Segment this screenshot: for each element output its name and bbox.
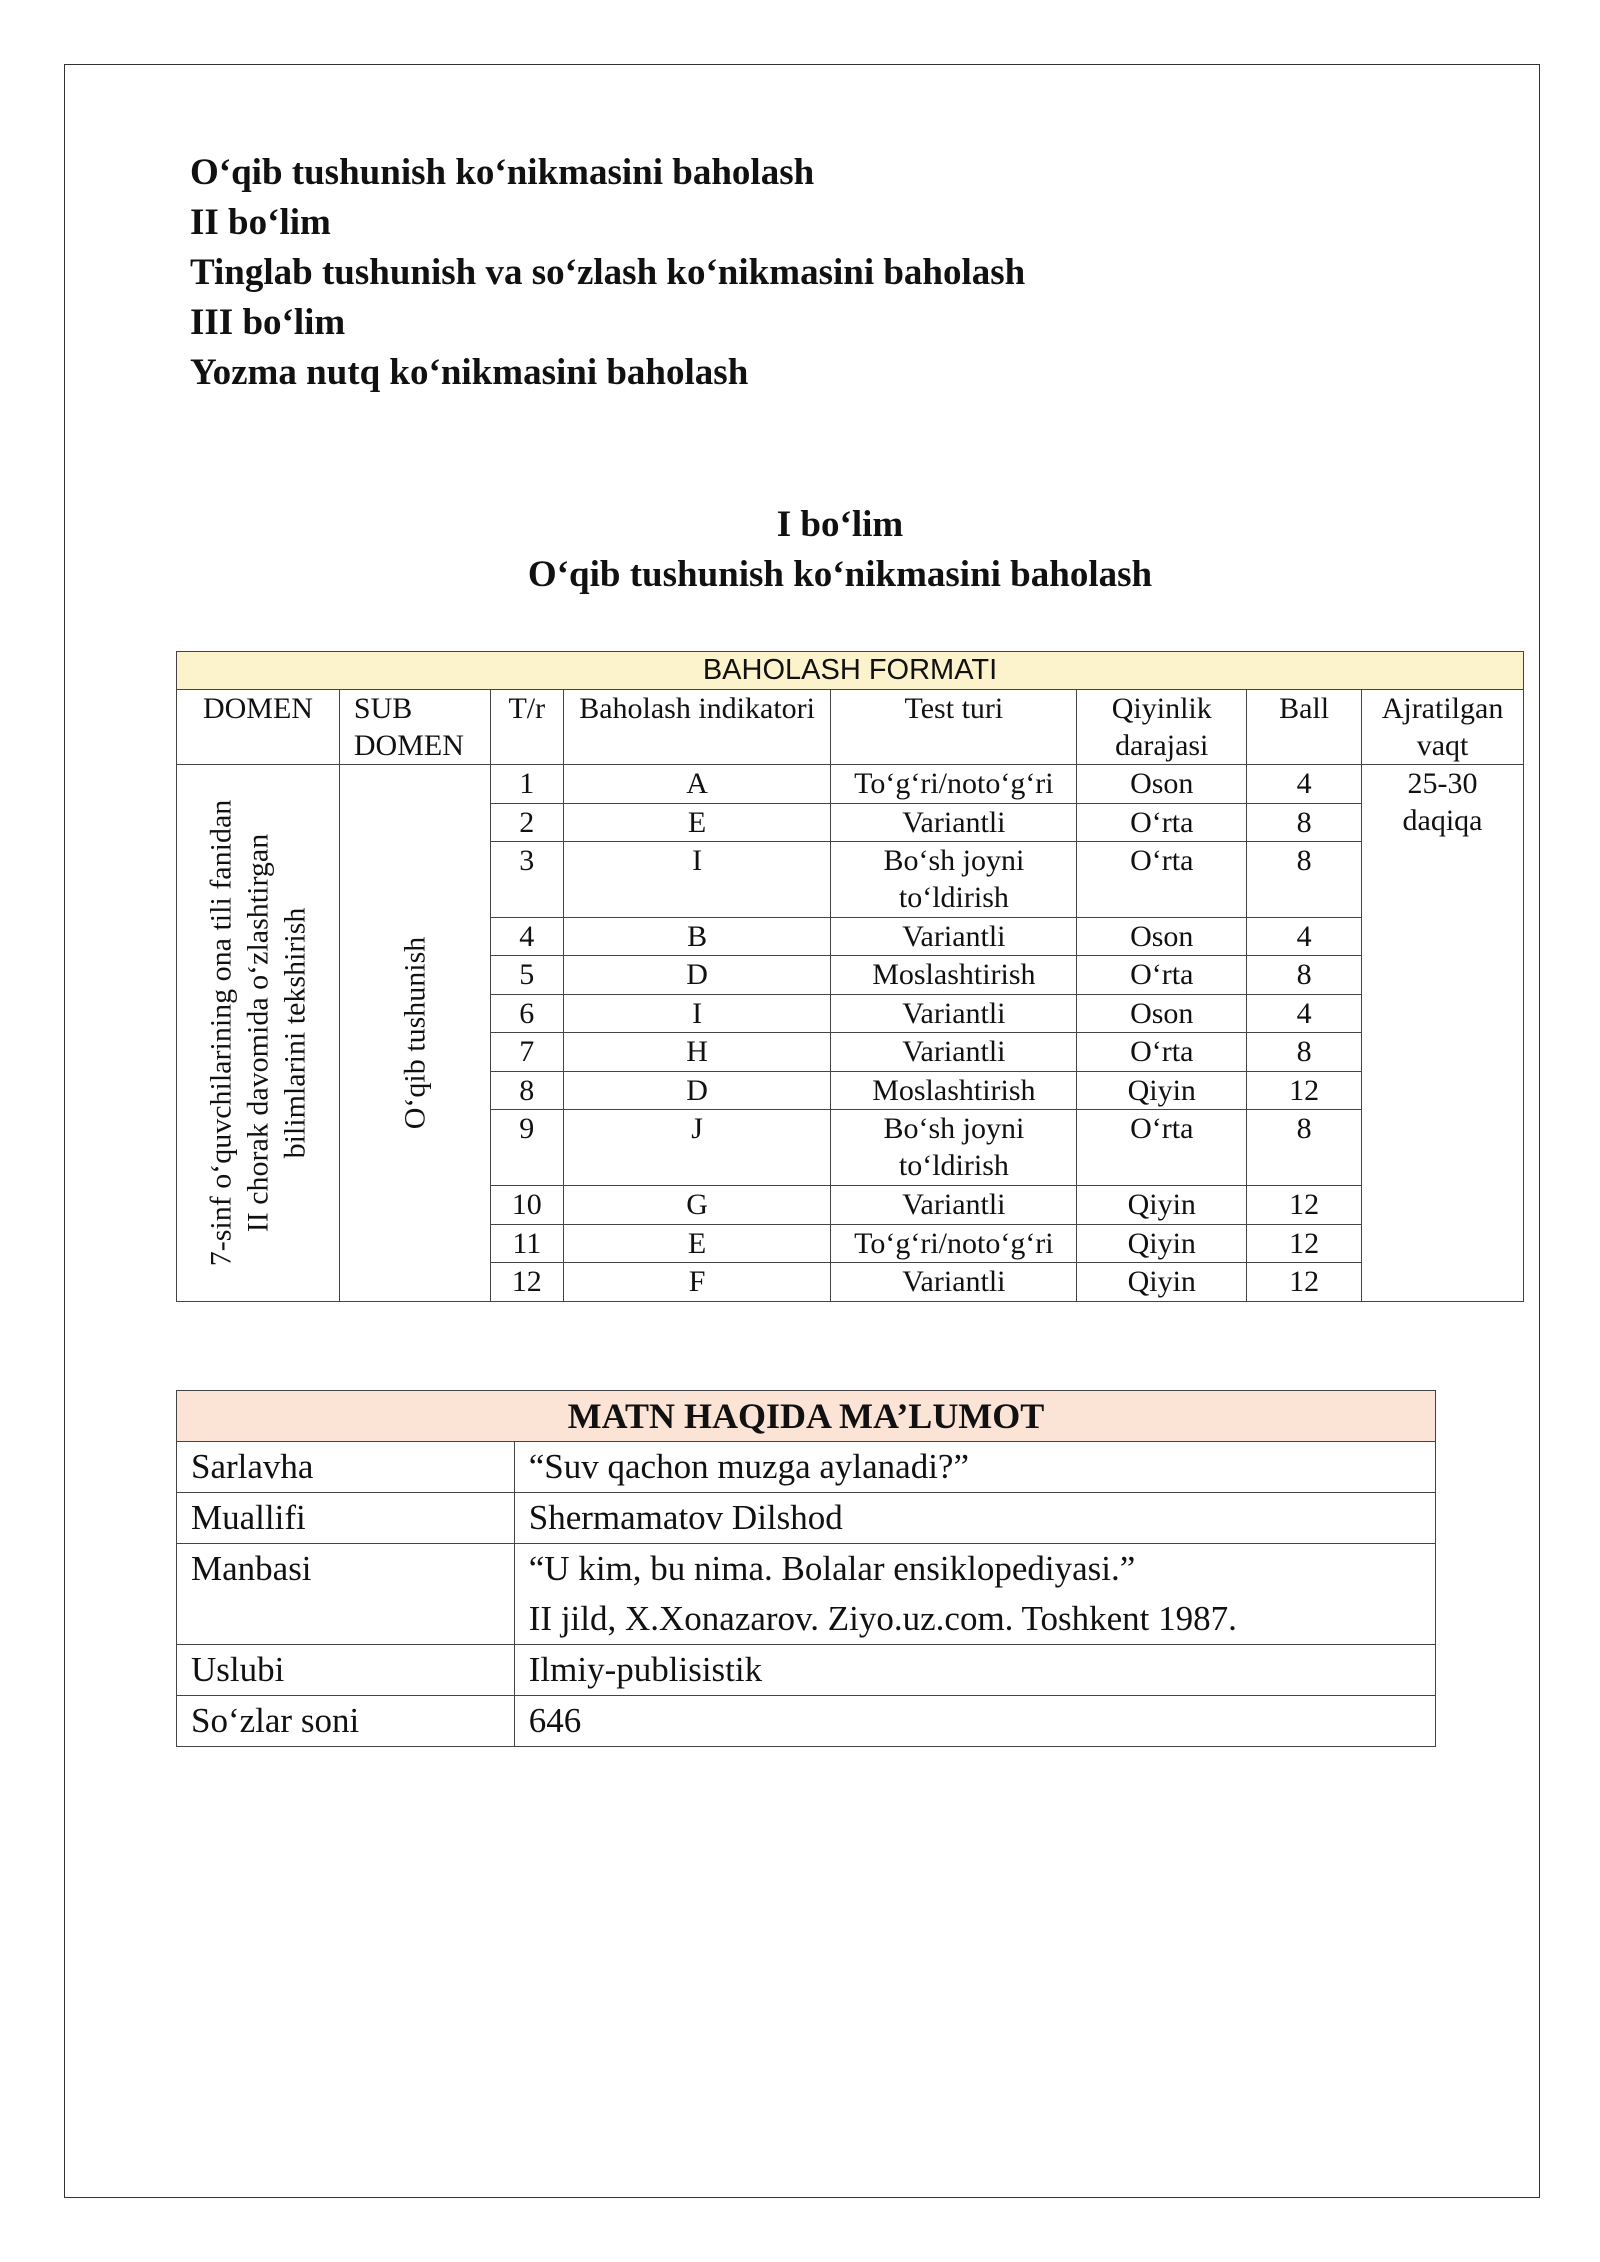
domain-cell xyxy=(177,765,340,1302)
header-cell: DOMEN xyxy=(177,690,340,765)
info-label: Manbasi xyxy=(177,1544,515,1645)
domain-line: II chorak davomida o‘zlashtirgan xyxy=(241,833,275,1233)
level-cell: O‘rta xyxy=(1077,1110,1247,1186)
indicator-cell: H xyxy=(563,1033,831,1072)
header-cell: Test turi xyxy=(831,690,1077,765)
level-cell: Oson xyxy=(1077,765,1247,804)
level-cell: O‘rta xyxy=(1077,956,1247,995)
level-cell: Oson xyxy=(1077,994,1247,1033)
header-cell: Qiyinlik darajasi xyxy=(1077,690,1247,765)
format-table xyxy=(176,651,1524,1302)
level-cell: Qiyin xyxy=(1077,1263,1247,1302)
info-label: Muallifi xyxy=(177,1493,515,1544)
info-value-line: Ilmiy-publisistik xyxy=(528,1650,763,1689)
format-table-header xyxy=(177,690,1524,765)
test-type-cell: To‘g‘ri/noto‘g‘ri xyxy=(831,1224,1077,1263)
row-number: 5 xyxy=(490,956,563,995)
intro-line: Yozma nutq ko‘nikmasini baholash xyxy=(190,352,749,393)
indicator-cell: A xyxy=(563,765,831,804)
level-cell: O‘rta xyxy=(1077,1033,1247,1072)
indicator-cell: D xyxy=(563,1071,831,1110)
info-value xyxy=(514,1493,1435,1544)
ball-cell: 4 xyxy=(1247,917,1362,956)
header-cell: T/r xyxy=(490,690,563,765)
indicator-cell: G xyxy=(563,1186,831,1225)
ball-cell: 12 xyxy=(1247,1224,1362,1263)
section-title: I bo‘lim xyxy=(776,504,904,545)
indicator-cell: F xyxy=(563,1263,831,1302)
domain-line: bilimlarini tekshirish xyxy=(278,907,312,1159)
subdomain-cell xyxy=(339,765,490,1302)
test-type-cell: Bo‘sh joyni to‘ldirish xyxy=(831,1110,1077,1186)
header-cell: SUB DOMEN xyxy=(339,690,490,765)
info-label: So‘zlar soni xyxy=(177,1696,515,1747)
level-cell: Qiyin xyxy=(1077,1186,1247,1225)
info-label: Uslubi xyxy=(177,1645,515,1696)
indicator-cell: E xyxy=(563,803,831,842)
row-number: 2 xyxy=(490,803,563,842)
ball-cell: 12 xyxy=(1247,1071,1362,1110)
intro-line: II bo‘lim xyxy=(190,202,331,243)
info-value xyxy=(514,1442,1435,1493)
info-value-line: Shermamatov Dilshod xyxy=(528,1498,843,1537)
time-cell: 25-30 daqiqa xyxy=(1362,765,1524,1302)
level-cell: Qiyin xyxy=(1077,1224,1247,1263)
info-value xyxy=(514,1544,1435,1645)
header-cell: Ball xyxy=(1247,690,1362,765)
info-table xyxy=(176,1390,1436,1747)
row-number: 3 xyxy=(490,842,563,918)
intro-line: Tinglab tushunish va so‘zlash ko‘nikmasini baholash xyxy=(190,252,1026,293)
intro-line: III bo‘lim xyxy=(190,302,346,343)
intro-list xyxy=(190,148,1025,398)
info-row xyxy=(177,1696,1436,1747)
test-type-cell: Variantli xyxy=(831,994,1077,1033)
test-type-cell: Bo‘sh joyni to‘ldirish xyxy=(831,842,1077,918)
row-number: 4 xyxy=(490,917,563,956)
info-row xyxy=(177,1493,1436,1544)
test-type-cell: Moslashtirish xyxy=(831,956,1077,995)
intro-line: O‘qib tushunish ko‘nikmasini baholash xyxy=(190,152,815,193)
format-table-title: BAHOLASH FORMATI xyxy=(177,652,1524,690)
ball-cell: 8 xyxy=(1247,1110,1362,1186)
test-type-cell: Variantli xyxy=(831,1033,1077,1072)
info-row xyxy=(177,1645,1436,1696)
test-type-cell: Variantli xyxy=(831,1186,1077,1225)
row-number: 10 xyxy=(490,1186,563,1225)
row-number: 11 xyxy=(490,1224,563,1263)
ball-cell: 8 xyxy=(1247,956,1362,995)
test-type-cell: Variantli xyxy=(831,803,1077,842)
indicator-cell: D xyxy=(563,956,831,995)
test-type-cell: Variantli xyxy=(831,917,1077,956)
ball-cell: 12 xyxy=(1247,1186,1362,1225)
level-cell: O‘rta xyxy=(1077,803,1247,842)
test-type-cell: To‘g‘ri/noto‘g‘ri xyxy=(831,765,1077,804)
info-label: Sarlavha xyxy=(177,1442,515,1493)
indicator-cell: J xyxy=(563,1110,831,1186)
domain-text xyxy=(202,800,313,1267)
info-row xyxy=(177,1442,1436,1493)
ball-cell: 4 xyxy=(1247,994,1362,1033)
row-number: 8 xyxy=(490,1071,563,1110)
info-value-line: “Suv qachon muzga aylanadi?” xyxy=(528,1447,969,1486)
row-number: 12 xyxy=(490,1263,563,1302)
ball-cell: 8 xyxy=(1247,803,1362,842)
domain-line: 7-sinf o‘quvchilarining ona tili fanidan xyxy=(204,799,238,1267)
ball-cell: 8 xyxy=(1247,1033,1362,1072)
info-table-title: MATN HAQIDA MA’LUMOT xyxy=(177,1391,1436,1442)
ball-cell: 12 xyxy=(1247,1263,1362,1302)
indicator-cell: I xyxy=(563,994,831,1033)
subdomain-text: O‘qib tushunish xyxy=(398,936,432,1130)
row-number: 1 xyxy=(490,765,563,804)
header-cell: Baholash indikatori xyxy=(563,690,831,765)
indicator-cell: B xyxy=(563,917,831,956)
indicator-cell: I xyxy=(563,842,831,918)
info-value-line: 646 xyxy=(528,1701,582,1740)
test-type-cell: Variantli xyxy=(831,1263,1077,1302)
test-type-cell: Moslashtirish xyxy=(831,1071,1077,1110)
level-cell: Qiyin xyxy=(1077,1071,1247,1110)
info-value-line: “U kim, bu nima. Bolalar ensiklopediyasi.” xyxy=(528,1549,1136,1588)
ball-cell: 4 xyxy=(1247,765,1362,804)
level-cell: O‘rta xyxy=(1077,842,1247,918)
info-row xyxy=(177,1544,1436,1645)
header-cell: Ajratilgan vaqt xyxy=(1362,690,1524,765)
section-subtitle: O‘qib tushunish ko‘nikmasini baholash xyxy=(527,554,1153,595)
info-value xyxy=(514,1696,1435,1747)
ball-cell: 8 xyxy=(1247,842,1362,918)
row-number: 6 xyxy=(490,994,563,1033)
table-row xyxy=(177,765,1524,804)
row-number: 7 xyxy=(490,1033,563,1072)
info-value-line: II jild, X.Xonazarov. Ziyo.uz.com. Toshkent 1987. xyxy=(528,1599,1237,1638)
level-cell: Oson xyxy=(1077,917,1247,956)
info-value xyxy=(514,1645,1435,1696)
row-number: 9 xyxy=(490,1110,563,1186)
indicator-cell: E xyxy=(563,1224,831,1263)
